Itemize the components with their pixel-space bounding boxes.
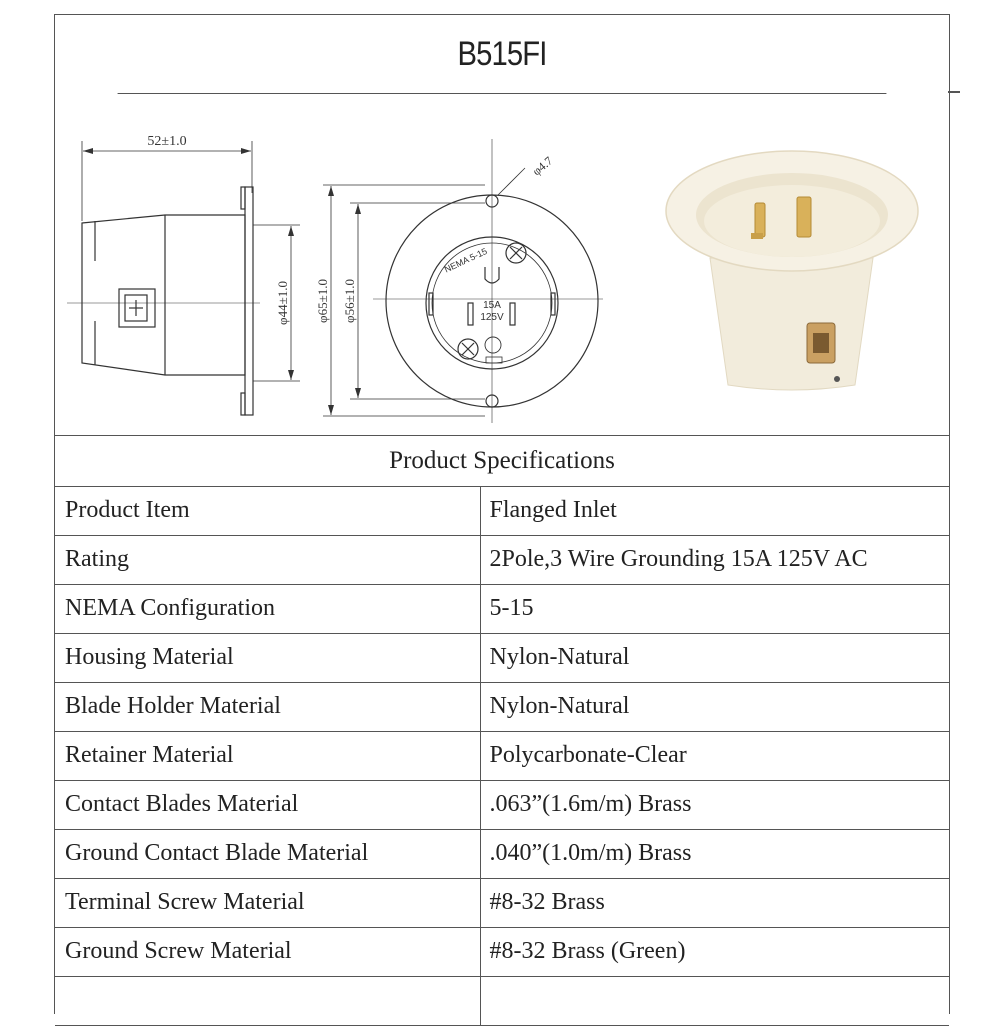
spec-label (55, 976, 480, 1025)
spec-value: .063”(1.6m/m) Brass (480, 780, 949, 829)
spec-value: Flanged Inlet (480, 486, 949, 535)
table-row (55, 682, 949, 731)
spec-value: #8-32 Brass (480, 878, 949, 927)
spec-label: Ground Contact Blade Material (55, 829, 480, 878)
spec-value: 2Pole,3 Wire Grounding 15A 125V AC (480, 535, 949, 584)
specifications-heading: Product Specifications (55, 435, 949, 487)
technical-drawing-panel (55, 93, 949, 436)
table-row (55, 584, 949, 633)
side-dia-dim: φ44±1.0 (275, 281, 290, 325)
inner-dia-dim: φ56±1.0 (342, 279, 357, 323)
spec-label: NEMA Configuration (55, 584, 480, 633)
side-view-drawing (67, 141, 300, 415)
table-row (55, 829, 949, 878)
spec-value: Nylon-Natural (480, 682, 949, 731)
spec-label: Blade Holder Material (55, 682, 480, 731)
hole-dim: φ4.7 (529, 153, 556, 179)
spec-label: Rating (55, 535, 480, 584)
specifications-table (55, 486, 949, 1026)
spec-sheet (54, 14, 950, 1014)
spec-value: Polycarbonate-Clear (480, 731, 949, 780)
spec-value: .040”(1.0m/m) Brass (480, 829, 949, 878)
table-row (55, 486, 949, 535)
table-row (55, 731, 949, 780)
face-amp-label: 15A (483, 300, 501, 311)
table-row (55, 878, 949, 927)
divider (948, 91, 960, 93)
table-row (55, 780, 949, 829)
side-width-dim: 52±1.0 (147, 134, 187, 149)
product-photo (666, 151, 918, 390)
spec-value: 5-15 (480, 584, 949, 633)
face-volt-label: 125V (480, 312, 504, 323)
table-row (55, 976, 949, 1025)
product-title: B515FI (118, 15, 887, 94)
spec-label: Ground Screw Material (55, 927, 480, 976)
spec-label: Housing Material (55, 633, 480, 682)
spec-label: Product Item (55, 486, 480, 535)
technical-drawing (55, 93, 948, 435)
spec-value (480, 976, 949, 1025)
table-row (55, 633, 949, 682)
outer-dia-dim: φ65±1.0 (315, 279, 330, 323)
front-view-drawing (323, 139, 603, 423)
table-row (55, 535, 949, 584)
spec-value: #8-32 Brass (Green) (480, 927, 949, 976)
table-row (55, 927, 949, 976)
spec-label: Terminal Screw Material (55, 878, 480, 927)
spec-value: Nylon-Natural (480, 633, 949, 682)
spec-label: Contact Blades Material (55, 780, 480, 829)
spec-label: Retainer Material (55, 731, 480, 780)
face-nema-label: NEMA 5-15 (442, 246, 489, 275)
